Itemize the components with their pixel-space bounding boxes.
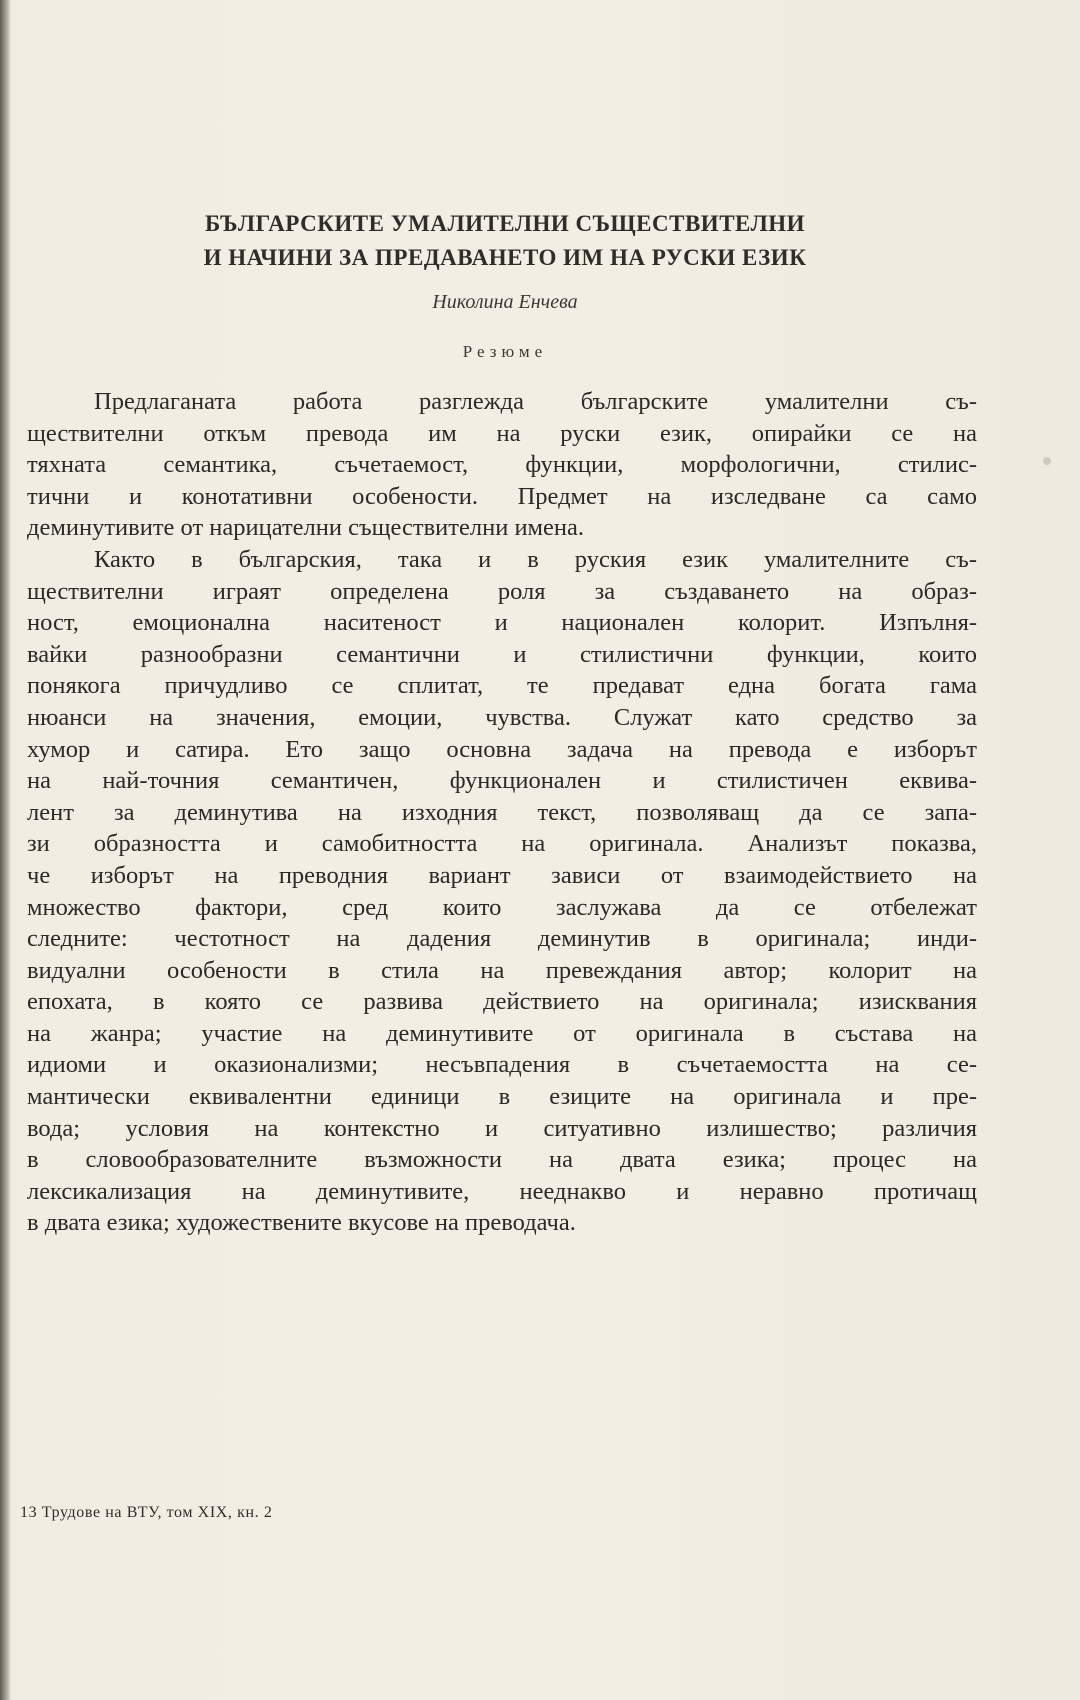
author-name: Николина Енчева — [432, 291, 578, 313]
text-line: епохата, в която се развива действието на оригинала; изисквания — [27, 988, 977, 1016]
text-line: следните: честотност на дадения деминутив в оригинала; инди- — [27, 925, 977, 953]
text-line: вайки разнообразни семантични и стилистични функции, които — [27, 640, 977, 668]
paper-speck — [1043, 457, 1051, 465]
text-line: ност, емоционална наситеност и национален колорит. Изпълня- — [27, 609, 977, 637]
article-title-line-2: И НАЧИНИ ЗА ПРЕДАВАНЕТО ИМ НА РУСКИ ЕЗИК — [203, 245, 807, 270]
text-line: на жанра; участие на деминутивите от оригинала в състава на — [27, 1019, 977, 1047]
text-line: в словообразователните възможности на двата езика; процес на — [27, 1146, 977, 1174]
page-footer: 13 Трудове на ВТУ, том XIX, кн. 2 — [20, 1504, 273, 1521]
text-line: видуални особености в стила на превеждания автор; колорит на — [27, 956, 977, 984]
text-line: деминутивите от нарицателни съществителни имена. — [27, 514, 585, 542]
text-line: Както в българския, така и в руския език умалителните съ- — [94, 545, 977, 573]
text-line: лент за деминутива на изходния текст, позволяващ да се запа- — [27, 798, 977, 826]
text-line: на най-точния семантичен, функционален и стилистичен еквива- — [27, 767, 977, 795]
text-line: вода; условия на контекстно и ситуативно излишество; различия — [27, 1114, 977, 1142]
paragraph-1 — [27, 386, 977, 544]
text-line: понякога причудливо се сплитат, те предават една богата гама — [27, 672, 977, 700]
text-line: тични и конотативни особености. Предмет на изследване са само — [27, 482, 977, 510]
text-line: че изборът на преводния вариант зависи от взаимодействието на — [27, 861, 977, 889]
text-line: множество фактори, сред които заслужава да се отбележат — [27, 893, 977, 921]
text-line: идиоми и оказионализми; несъвпадения в съчетаемостта на се- — [27, 1051, 977, 1079]
text-line: зи образността и самобитността на оригинала. Анализът показва, — [27, 830, 977, 858]
text-line: хумор и сатира. Ето защо основна задача на превода е изборът — [27, 735, 977, 763]
summary-body — [27, 386, 977, 1239]
summary-heading: Резюме — [462, 342, 548, 361]
text-line: мантически еквивалентни единици в езиците на оригинала и пре- — [27, 1083, 977, 1111]
text-line: в двата езика; художествените вкусове на преводача. — [27, 1209, 576, 1237]
text-line: ществителни откъм превода им на руски език, опирайки се на — [27, 419, 977, 447]
article-title-line-1: БЪЛГАРСКИТЕ УМАЛИТЕЛНИ СЪЩЕСТВИТЕЛНИ — [205, 211, 805, 236]
text-line: тяхната семантика, съчетаемост, функции, морфологични, стилис- — [27, 451, 977, 479]
text-line: нюанси на значения, емоции, чувства. Служат като средство за — [27, 703, 977, 731]
paragraph-2 — [27, 544, 977, 1239]
text-line: Предлаганата работа разглежда българските умалителни съ- — [94, 388, 977, 415]
text-line: лексикализация на деминутивите, нееднакво и неравно протичащ — [27, 1177, 977, 1205]
text-line: ществителни играят определена роля за създаването на образ- — [27, 577, 977, 605]
